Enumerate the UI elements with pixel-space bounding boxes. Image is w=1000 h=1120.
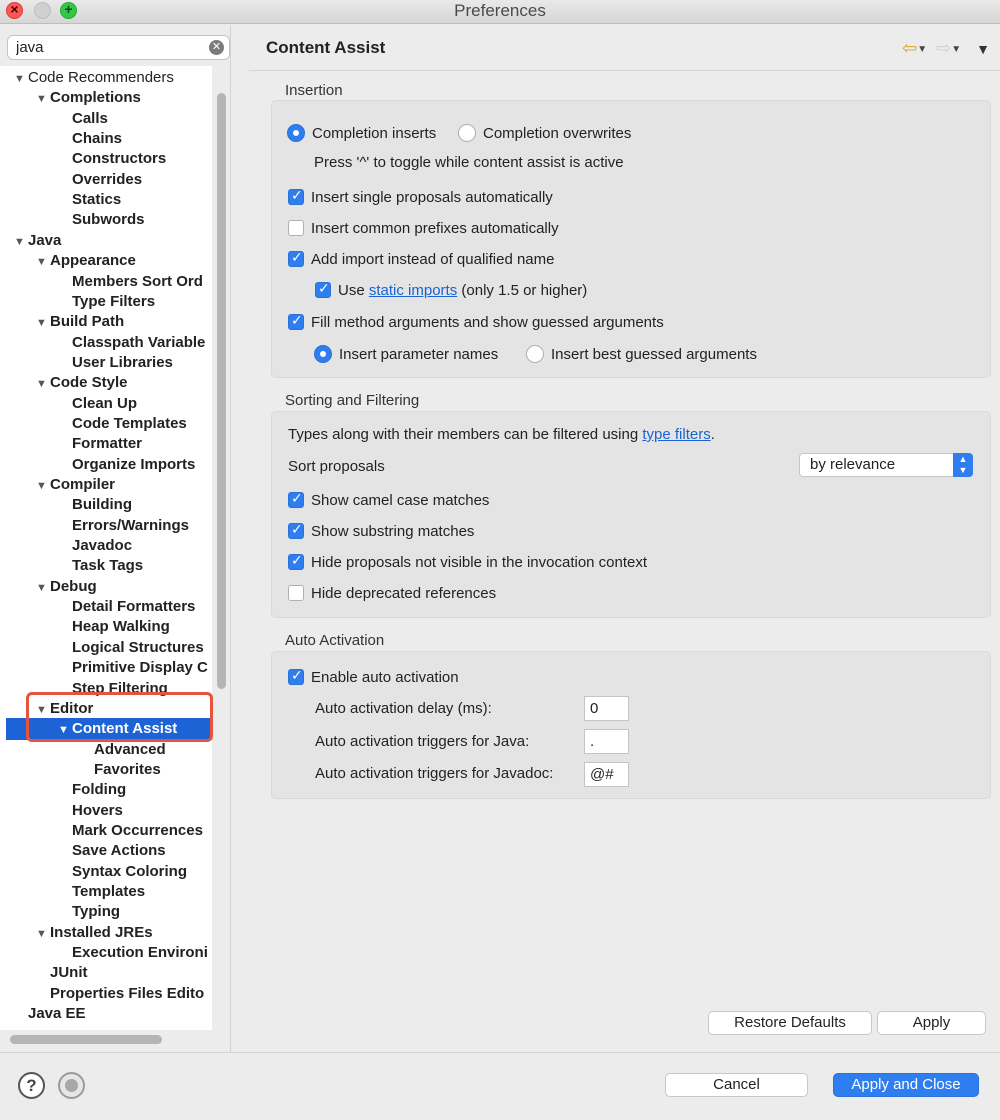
restore-defaults-button[interactable]: Restore Defaults <box>708 1011 872 1035</box>
completion-inserts-option[interactable]: Completion inserts <box>287 124 436 142</box>
tree-item-label: Compiler <box>50 476 116 493</box>
tree-item[interactable] <box>58 862 187 882</box>
tree-item[interactable] <box>36 251 136 271</box>
page-header <box>249 25 1000 71</box>
tree-item[interactable] <box>36 373 128 393</box>
completion-overwrites-radio[interactable] <box>458 124 476 142</box>
tree-item-label: Code Style <box>50 374 128 392</box>
enable-auto-activation-checkbox[interactable] <box>288 669 304 685</box>
sort-proposals-label: Sort proposals <box>288 458 385 475</box>
back-dropdown-icon[interactable]: ▼ <box>917 43 928 55</box>
delay-label: Auto activation delay (ms): <box>315 700 492 717</box>
add-import-checkbox[interactable] <box>288 251 304 267</box>
substring-checkbox[interactable] <box>288 523 304 539</box>
javadoc-triggers-input[interactable]: @# <box>584 762 629 787</box>
tree-item-label: Code Templates <box>72 414 187 432</box>
expand-triangle-icon[interactable]: ▼ <box>36 256 47 269</box>
tree-item[interactable] <box>58 780 126 800</box>
tree-item-label: Debug <box>50 577 97 595</box>
tree-item-label: Code Recommenders <box>28 69 174 86</box>
enable-auto-activation-option[interactable]: ✓Enable auto activation <box>288 669 459 686</box>
tree-item[interactable] <box>58 129 122 149</box>
tree-item-label: Task Tags <box>72 557 144 575</box>
dialog-footer <box>0 1052 1000 1120</box>
tree-item-label: Completions <box>50 89 141 107</box>
tree-item-label: Appearance <box>50 252 136 270</box>
hide-deprecated-checkbox[interactable] <box>288 585 304 601</box>
best-guessed-option[interactable]: Insert best guessed arguments <box>526 345 757 363</box>
static-imports-link[interactable]: static imports <box>368 282 458 299</box>
tree-item[interactable] <box>58 272 203 292</box>
expand-triangle-icon[interactable]: ▼ <box>36 703 47 716</box>
annotation-highlight-box <box>26 692 213 742</box>
completion-inserts-radio[interactable] <box>287 124 305 142</box>
tree-vertical-scrollbar[interactable] <box>217 93 226 689</box>
tree-item-label: Java EE <box>28 1005 86 1023</box>
filter-input[interactable] <box>16 39 196 56</box>
preference-tree <box>0 66 212 1030</box>
camel-case-option[interactable]: ✓Show camel case matches <box>288 492 489 509</box>
tree-item[interactable] <box>58 943 208 963</box>
tree-item-label: Classpath Variable <box>72 333 206 351</box>
tree-item-label: Editor <box>50 699 94 717</box>
insertion-group-title: Insertion <box>285 82 343 99</box>
tree-item[interactable] <box>58 353 173 373</box>
cancel-button[interactable]: Cancel <box>665 1073 808 1097</box>
tree-item[interactable] <box>58 516 189 536</box>
sorting-group <box>271 411 991 618</box>
tree-item[interactable] <box>58 841 166 861</box>
tree-item[interactable] <box>58 617 170 637</box>
tree-item[interactable] <box>80 740 166 760</box>
tree-item[interactable] <box>36 923 153 943</box>
tree-item[interactable] <box>58 556 143 576</box>
clear-search-icon[interactable]: ✕ <box>209 40 224 55</box>
tree-item[interactable] <box>58 821 203 841</box>
tree-item-label: Logical Structures <box>72 638 204 656</box>
tree-item-label: Clean Up <box>72 394 138 412</box>
tree-item[interactable] <box>14 1004 86 1024</box>
tree-item-label: Content Assist <box>72 720 178 738</box>
hide-not-visible-option[interactable]: ✓Hide proposals not visible in the invocation context <box>288 554 647 571</box>
tree-item-label: Statics <box>72 191 122 209</box>
tree-item[interactable] <box>58 210 145 230</box>
tree-item-label: Step Filtering <box>72 679 168 697</box>
insertion-group <box>271 100 991 378</box>
tree-item[interactable] <box>58 638 204 658</box>
tree-item[interactable] <box>58 394 137 414</box>
tree-item-label: Mark Occurrences <box>72 821 203 839</box>
help-icon[interactable]: ? <box>18 1072 45 1099</box>
tree-item[interactable] <box>80 760 161 780</box>
expand-triangle-icon[interactable]: ▼ <box>36 927 47 940</box>
forward-dropdown-icon[interactable]: ▼ <box>951 43 962 55</box>
tree-item[interactable] <box>58 495 132 515</box>
param-names-option[interactable]: Insert parameter names <box>314 345 498 363</box>
tree-item-label: Type Filters <box>72 292 156 310</box>
tree-item[interactable] <box>58 597 195 617</box>
window-title: Preferences <box>454 1 546 20</box>
fill-method-checkbox[interactable] <box>288 314 304 330</box>
auto-activation-group-title: Auto Activation <box>285 632 385 649</box>
tree-item-label: Execution Environi <box>72 944 208 962</box>
tree-item[interactable] <box>58 882 145 902</box>
tree-horizontal-scrollbar[interactable] <box>10 1035 162 1044</box>
tree-item[interactable] <box>58 414 187 434</box>
sort-proposals-value: by relevance <box>810 456 896 473</box>
back-arrow-icon[interactable]: ⇦ <box>902 38 918 58</box>
camel-case-checkbox[interactable] <box>288 492 304 508</box>
tree-item-label: Installed JREs <box>50 923 153 941</box>
delay-input[interactable]: 0 <box>584 696 629 721</box>
tree-item[interactable] <box>58 190 121 210</box>
content-assist-page <box>249 25 1000 1052</box>
tree-item[interactable] <box>58 801 123 821</box>
expand-triangle-icon[interactable]: ▼ <box>36 378 47 391</box>
tree-item[interactable] <box>36 577 97 597</box>
tree-item[interactable] <box>58 109 108 129</box>
forward-arrow-icon[interactable]: ⇨ <box>936 38 952 58</box>
tree-item[interactable] <box>36 312 124 332</box>
tree-item-label: Building <box>72 496 132 514</box>
close-icon: × <box>10 1 19 17</box>
auto-activation-group <box>271 651 991 799</box>
expand-triangle-icon[interactable]: ▼ <box>36 93 47 106</box>
preferences-sidebar <box>0 25 231 1052</box>
tree-item[interactable] <box>58 434 142 454</box>
tree-item-label: Detail Formatters <box>72 598 196 616</box>
tree-item-label: Organize Imports <box>72 455 196 473</box>
tree-item-label: Subwords <box>72 211 145 229</box>
tree-item-label: Overrides <box>72 170 143 188</box>
expand-triangle-icon[interactable]: ▼ <box>36 581 47 594</box>
toggle-hint: Press '^' to toggle while content assist is active <box>314 154 624 171</box>
expand-triangle-icon[interactable]: ▼ <box>58 724 69 737</box>
tree-item-label: Errors/Warnings <box>72 516 189 534</box>
page-navigation <box>898 38 990 59</box>
javadoc-triggers-label: Auto activation triggers for Javadoc: <box>315 765 554 782</box>
single-proposals-checkbox[interactable] <box>288 189 304 205</box>
substring-option[interactable]: ✓Show substring matches <box>288 523 474 540</box>
tree-item[interactable] <box>58 170 142 190</box>
static-imports-checkbox[interactable] <box>315 282 331 298</box>
tree-item[interactable] <box>58 455 195 475</box>
add-import-option[interactable]: ✓Add import instead of qualified name <box>288 251 554 268</box>
tree-item-label: Heap Walking <box>72 618 170 636</box>
sorting-group-title: Sorting and Filtering <box>285 392 420 409</box>
filter-search-box[interactable] <box>7 35 230 60</box>
tree-item-label: Favorites <box>94 760 161 778</box>
tree-item-label: Advanced <box>94 740 166 758</box>
updown-chevron-icon: ▲ ▼ <box>953 453 973 477</box>
param-names-radio[interactable] <box>314 345 332 363</box>
plus-icon: + <box>64 1 73 17</box>
type-filters-text: Types along with their members can be filtered using type filters. <box>288 426 715 443</box>
tree-item-label: Calls <box>72 109 108 127</box>
tree-item-label: Java <box>28 231 62 249</box>
tree-item[interactable] <box>36 984 204 1004</box>
fill-method-option[interactable]: ✓Fill method arguments and show guessed arguments <box>288 314 664 331</box>
tree-item[interactable] <box>36 88 141 108</box>
type-filters-link[interactable]: type filters <box>642 426 711 443</box>
tree-item-label: Save Actions <box>72 842 166 860</box>
tree-item-label: Members Sort Ord <box>72 272 203 290</box>
tree-item[interactable] <box>58 292 155 312</box>
apply-and-close-button[interactable]: Apply and Close <box>833 1073 979 1097</box>
java-triggers-input[interactable]: . <box>584 729 629 754</box>
hide-deprecated-option[interactable]: Hide deprecated references <box>288 585 496 602</box>
view-menu-icon[interactable]: ▼ <box>976 41 990 57</box>
tree-item-label: Javadoc <box>72 537 133 555</box>
tree-item-label: User Libraries <box>72 353 173 371</box>
tree-item[interactable] <box>36 963 88 983</box>
page-title: Content Assist <box>266 38 386 57</box>
static-imports-option[interactable]: ✓Use static imports (only 1.5 or higher) <box>315 282 587 299</box>
tree-item-label: Chains <box>72 130 123 148</box>
tree-item-label: Templates <box>72 883 146 900</box>
tree-item-label: Constructors <box>72 150 167 168</box>
tree-item-label: Hovers <box>72 801 123 819</box>
single-proposals-option[interactable]: ✓Insert single proposals automatically <box>288 189 553 206</box>
completion-overwrites-option[interactable]: Completion overwrites <box>458 124 631 142</box>
tree-item[interactable] <box>14 231 61 251</box>
best-guessed-radio[interactable] <box>526 345 544 363</box>
tree-item-label: Properties Files Edito <box>50 984 205 1002</box>
tree-item-label: Primitive Display C <box>72 659 208 677</box>
java-triggers-label: Auto activation triggers for Java: <box>315 733 530 750</box>
tree-item-label: Syntax Coloring <box>72 862 188 880</box>
expand-triangle-icon[interactable]: ▼ <box>14 73 25 85</box>
tree-item[interactable] <box>36 475 115 495</box>
expand-triangle-icon[interactable]: ▼ <box>14 235 25 248</box>
tree-item[interactable] <box>58 149 166 169</box>
tree-item-label: Build Path <box>50 313 125 331</box>
title-bar <box>0 0 1000 24</box>
tree-item[interactable] <box>58 902 120 922</box>
tree-item-label: Formatter <box>72 435 143 453</box>
hide-not-visible-checkbox[interactable] <box>288 554 304 570</box>
expand-triangle-icon[interactable]: ▼ <box>36 480 47 492</box>
expand-triangle-icon[interactable]: ▼ <box>36 317 47 330</box>
apply-button[interactable]: Apply <box>877 1011 986 1035</box>
sort-proposals-select[interactable] <box>799 453 973 477</box>
tree-item[interactable] <box>58 333 205 353</box>
tree-item[interactable] <box>58 536 132 556</box>
record-icon[interactable] <box>58 1072 85 1099</box>
tree-item[interactable] <box>58 658 208 678</box>
common-prefixes-option[interactable]: Insert common prefixes automatically <box>288 220 559 237</box>
tree-item-label: Folding <box>72 781 127 799</box>
tree-item-label: Typing <box>72 903 121 921</box>
tree-item[interactable] <box>14 68 174 88</box>
tree-item-label: JUnit <box>50 964 88 982</box>
common-prefixes-checkbox[interactable] <box>288 220 304 236</box>
